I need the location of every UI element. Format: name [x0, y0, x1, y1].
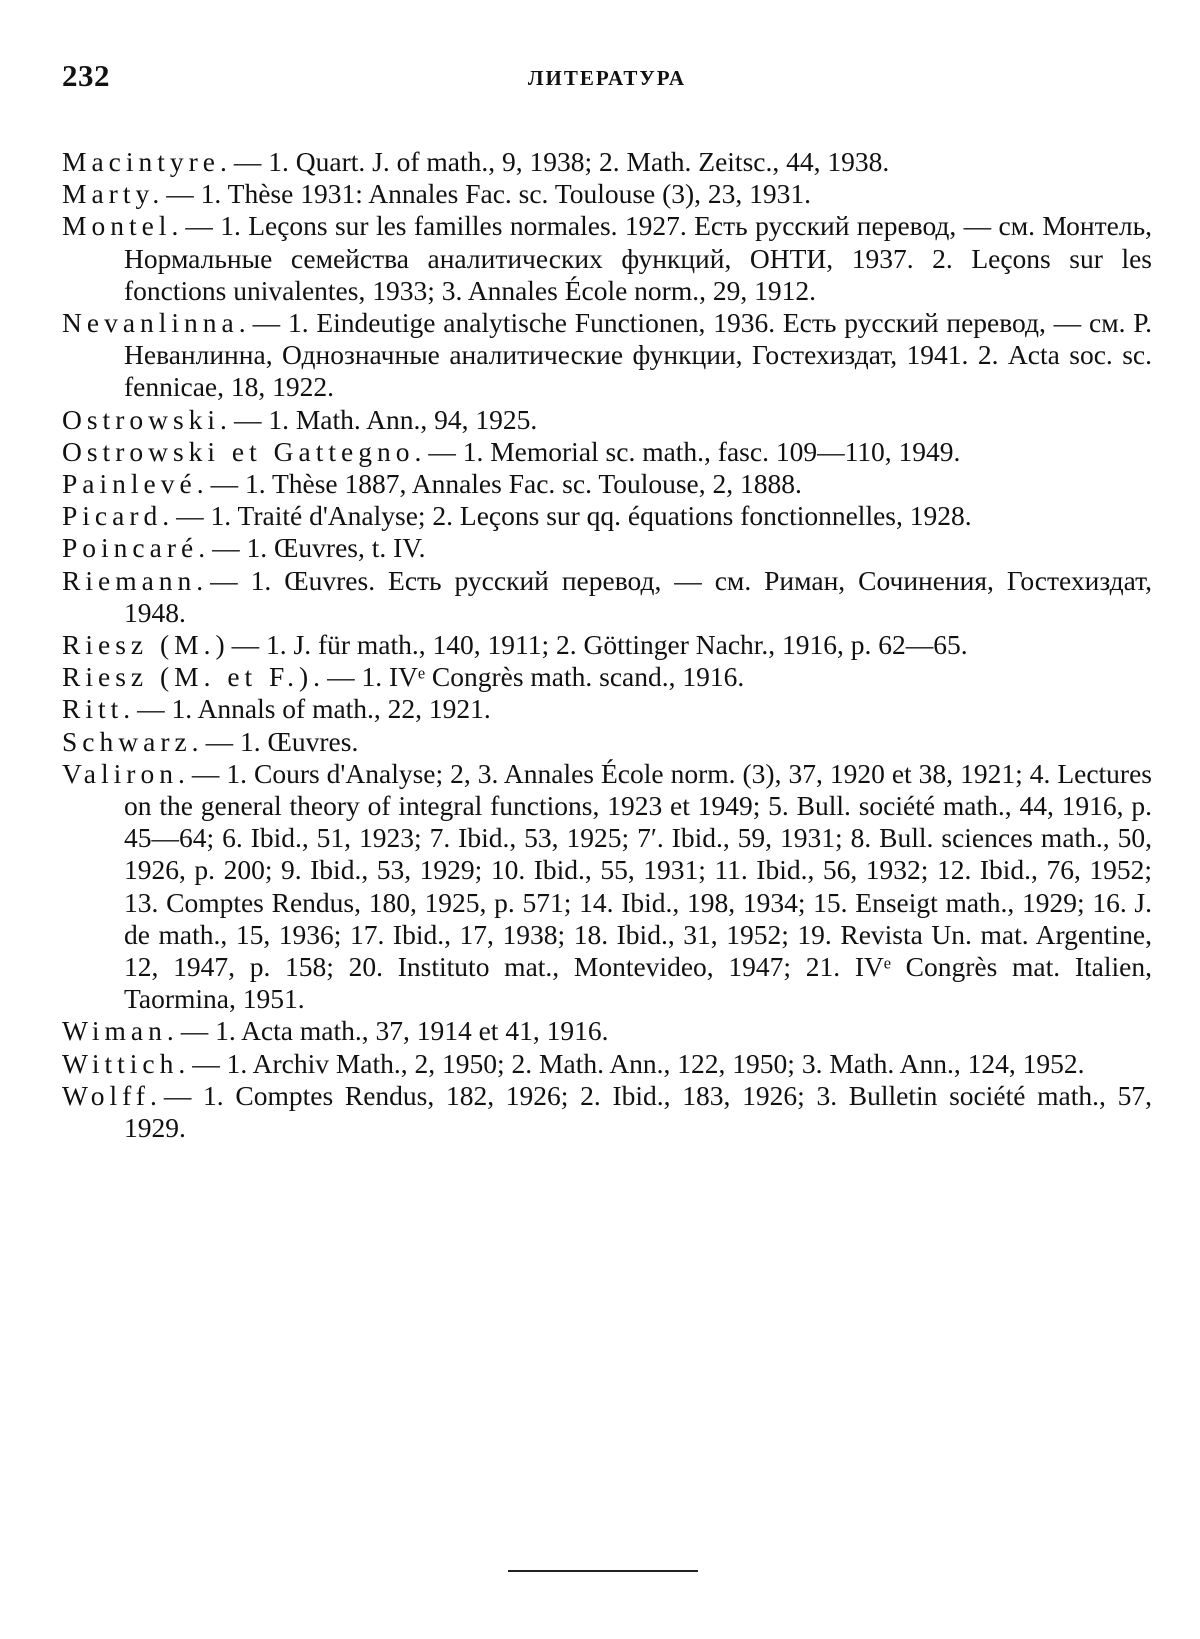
entry-text: — 1. Quart. J. of math., 9, 1938; 2. Math. Zeitsc., 44, 1938. [233, 146, 890, 177]
entry-author: Wittich. [62, 1047, 191, 1079]
bibliography-entry [62, 629, 1152, 661]
entry-text: — 1. Memorial sc. math., fasc. 109—110, 1949. [428, 435, 961, 467]
page-header [62, 58, 1152, 98]
running-head: ЛИТЕРАТУРА [527, 66, 687, 90]
entry-author: Montel. [62, 210, 184, 242]
bibliography-entry [62, 307, 1152, 404]
bibliography-entry [62, 468, 1152, 500]
entry-text: — 1. Œuvres, t. IV. [212, 532, 426, 564]
entry-text: — 1. Thèse 1887, Annales Fac. sc. Toulouse, 2, 1888. [210, 468, 802, 500]
entry-author: Riesz (M.) [62, 629, 230, 661]
entry-author: Ritt. [62, 693, 136, 725]
entry-author: Painlevé. [62, 468, 209, 500]
entry-author: Macintyre. [62, 146, 232, 177]
entry-author: Ostrowski. [62, 403, 232, 435]
entry-author: Riesz (M. et F.). [62, 661, 326, 693]
entry-text: — 1. Leçons sur les familles normales. 1927. Есть русский перевод, — см. Монтель, Нормальные семейства аналитических функций, ОНТИ, 1937. 2. Leçons sur les fonctions univalentes, 1933; 3. Annales École norm., 29, 1912. [124, 210, 1152, 306]
entry-author: Picard. [62, 500, 175, 532]
entry-text: — 1. Œuvres. [205, 725, 359, 757]
bibliography-entry [62, 1048, 1152, 1080]
entry-author: Schwarz. [62, 725, 204, 757]
entry-text: — 1. Cours d'Analyse; 2, 3. Annales École norm. (3), 37, 1920 et 38, 1921; 4. Lectures on the general theory of integral functions, 1923 et 1949; 5. Bull. société math., 44, 1916, p. 45—64; 6. Ibid., 51, 1923; 7. Ibid., 53, 1925; 7′. Ibid., 59, 1931; 8. Bull. sciences math., 50, 1926, p. 200; 9. Ibid., 53, 1929; 10. Ibid., 55, 1931; 11. Ibid., 56, 1932; 12. Ibid., 76, 1952; 13. Comptes Rendus, 180, 1925, p. 571; 14. Ibid., 198, 1934; 15. Enseigt math., 1929; 16. J. de math., 15, 1936; 17. Ibid., 17, 1938; 18. Ibid., 31, 1952; 19. Revista Un. mat. Argentine, 12, 1947, p. 158; 20. Instituto mat., Montevideo, 1947; 21. IVᵉ Congrès mat. Italien, Taormina, 1951. [124, 757, 1152, 1015]
bibliography-entry [62, 726, 1152, 758]
entry-author: Ostrowski et Gattegno. [62, 435, 427, 467]
entry-author: Poincaré. [62, 532, 211, 564]
bibliography-entry [62, 178, 1152, 210]
bibliography-entry [62, 661, 1152, 693]
entry-author: Valiron. [62, 757, 190, 789]
bibliography-entry [62, 532, 1152, 564]
entry-author: Riemann. [62, 564, 209, 596]
bibliography-entry [62, 404, 1152, 436]
entry-text: — 1. Eindeutige analytische Functionen, 1936. Есть русский перевод, — см. Р. Неванлинна, Однозначные аналитические функции, Гостехиздат, 1941. 2. Acta soc. sc. fennicae, 18, 1922. [124, 307, 1152, 403]
entry-text: — 1. IVᵉ Congrès math. scand., 1916. [327, 661, 745, 693]
bibliography-entry [62, 1080, 1152, 1144]
entry-text: — 1. Thèse 1931: Annales Fac. sc. Toulouse (3), 23, 1931. [166, 178, 812, 210]
entry-author: Nevanlinna. [62, 307, 251, 339]
entry-text: — 1. J. für math., 140, 1911; 2. Göttinger Nachr., 1916, p. 62—65. [231, 629, 968, 661]
bibliography-entry [62, 436, 1152, 468]
entry-text: — 1. Math. Ann., 94, 1925. [233, 403, 538, 435]
bibliography-entry [62, 500, 1152, 532]
entry-author: Marty. [62, 178, 165, 210]
entry-text: — 1. Traité d'Analyse; 2. Leçons sur qq. équations fonctionnelles, 1928. [176, 500, 972, 532]
entry-text: — 1. Comptes Rendus, 182, 1926; 2. Ibid., 183, 1926; 3. Bulletin société math., 57, 1929. [124, 1079, 1152, 1144]
bibliography-entry [62, 1015, 1152, 1047]
bibliography-entry [62, 146, 1152, 178]
bibliography-entry [62, 210, 1152, 307]
entry-text: — 1. Archiv Math., 2, 1950; 2. Math. Ann., 122, 1950; 3. Math. Ann., 124, 1952. [192, 1047, 1085, 1079]
bibliography-entry [62, 565, 1152, 629]
bibliography-list [62, 146, 1152, 1144]
bibliography-entry [62, 758, 1152, 1016]
entry-author: Wolff. [62, 1079, 162, 1111]
entry-author: Wiman. [62, 1015, 179, 1047]
entry-text: — 1. Œuvres. Есть русский перевод, — см. Риман, Сочинения, Гостехиздат, 1948. [124, 564, 1152, 628]
entry-text: — 1. Acta math., 37, 1914 et 41, 1916. [180, 1015, 609, 1047]
entry-text: — 1. Annals of math., 22, 1921. [137, 693, 491, 725]
bibliography-entry [62, 693, 1152, 725]
footer-rule [508, 1570, 698, 1572]
page-number: 232 [62, 58, 110, 93]
